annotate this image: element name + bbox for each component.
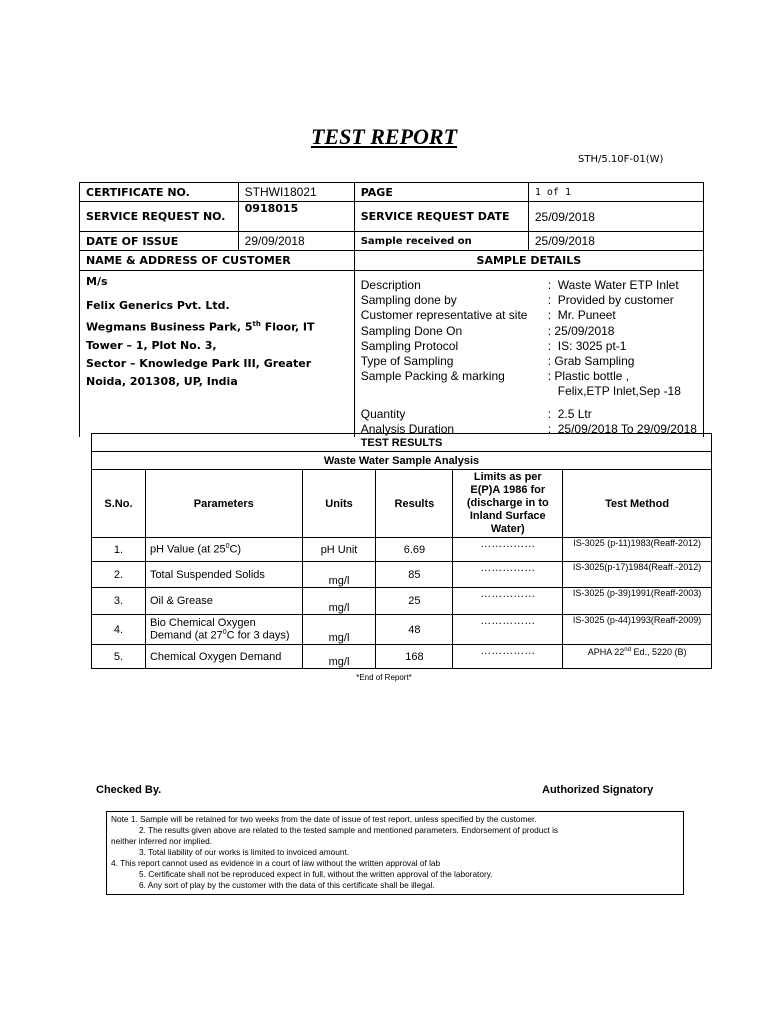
sample-detail-label: Sample Packing & marking bbox=[360, 369, 505, 384]
cell-method: IS-3025 (p-44)1993(Reaff-2009) bbox=[563, 615, 712, 645]
col-header-results: Results bbox=[376, 470, 453, 538]
cell-method: IS-3025 (p-39)1991(Reaff-2003) bbox=[563, 588, 712, 615]
sample-detail-row bbox=[361, 369, 697, 384]
note-6: 6. Any sort of play by the customer with the data of this certificate shall be illegal. bbox=[139, 880, 435, 890]
page-value: 1 of 1 bbox=[528, 183, 703, 202]
cell-limit: …………… bbox=[453, 645, 563, 669]
sample-detail-label: Customer representative at site bbox=[360, 308, 528, 323]
cell-unit: mg/l bbox=[302, 645, 376, 669]
sample-detail-value: : 25/09/2018 To 29/09/2018 bbox=[547, 421, 697, 436]
service-request-date-label: SERVICE REQUEST DATE bbox=[354, 202, 528, 232]
cell-limit: …………… bbox=[453, 615, 563, 645]
checked-by: Checked By. bbox=[96, 784, 162, 796]
cell-method: IS-3025(p-17)1984(Reaff.-2012) bbox=[563, 562, 712, 588]
cell-limit: …………… bbox=[453, 588, 563, 615]
certificate-value: STHWI18021 bbox=[238, 183, 354, 202]
cell-result: 48 bbox=[376, 615, 453, 645]
sample-detail-label: Analysis Duration bbox=[360, 421, 455, 436]
customer-heading: NAME & ADDRESS OF CUSTOMER bbox=[80, 251, 355, 271]
customer-address-line: Sector – Knowledge Park III, Greater bbox=[86, 356, 312, 370]
cell-parameter: Bio Chemical Oxygen Demand (at $27^0C$ for 3 days) bbox=[145, 615, 302, 645]
cell-parameter: Chemical Oxygen Demand bbox=[145, 645, 302, 669]
sample-detail-value: : Provided by customer bbox=[547, 293, 674, 308]
cell-method: IS-3025 (p-11)1983(Reaff-2012) bbox=[563, 538, 712, 562]
sample-detail-label: Sampling done by bbox=[360, 293, 457, 308]
cell-unit: mg/l bbox=[302, 562, 376, 588]
sample-detail-row bbox=[361, 278, 697, 293]
cell-unit: mg/l bbox=[302, 588, 376, 615]
header-table bbox=[79, 182, 704, 437]
sample-details-heading: SAMPLE DETAILS bbox=[354, 251, 703, 271]
sample-detail-label: Quantity bbox=[360, 406, 406, 421]
customer-prefix: M/s bbox=[86, 275, 108, 288]
sample-received-value: 25/09/2018 bbox=[528, 232, 703, 251]
sample-detail-label: Sampling Protocol bbox=[360, 338, 459, 353]
sample-detail-label bbox=[361, 384, 548, 399]
sample-detail-value: : Mr. Puneet bbox=[547, 308, 616, 323]
customer-block bbox=[80, 271, 355, 438]
cell-result: 25 bbox=[376, 588, 453, 615]
page-label: PAGE bbox=[354, 183, 528, 202]
date-of-issue-value: 29/09/2018 bbox=[238, 232, 354, 251]
customer-address-line: Wegmans Business Park, 5th Floor, IT bbox=[86, 320, 315, 334]
sample-detail-row bbox=[361, 354, 697, 369]
col-header-limits: Limits as per E(P)A 1986 for (discharge in to Inland Surface Water) bbox=[453, 470, 563, 538]
table-row bbox=[92, 645, 712, 669]
sample-detail-row bbox=[361, 293, 697, 308]
sample-detail-label: Description bbox=[360, 278, 421, 292]
col-header-units: Units bbox=[302, 470, 376, 538]
sample-details-block bbox=[354, 271, 703, 438]
table-row bbox=[92, 588, 712, 615]
cell-sno: 3. bbox=[92, 588, 146, 615]
cell-parameter: Total Suspended Solids bbox=[145, 562, 302, 588]
note-3: 3. Total liability of our works is limited to invoiced amount. bbox=[139, 847, 350, 857]
sample-detail-row bbox=[361, 339, 697, 354]
note-2: 2. The results given above are related to the tested sample and mentioned parameters. Endorsement of product is bbox=[139, 825, 559, 835]
table-row bbox=[92, 538, 712, 562]
sample-detail-label: Type of Sampling bbox=[360, 354, 454, 369]
sample-detail-row bbox=[361, 407, 697, 422]
col-header-method: Test Method bbox=[563, 470, 712, 538]
certificate-label: CERTIFICATE NO. bbox=[80, 183, 239, 202]
customer-address-line: Tower – 1, Plot No. 3, bbox=[86, 338, 217, 352]
results-body bbox=[92, 538, 712, 669]
cell-sno: 2. bbox=[92, 562, 146, 588]
notes-box bbox=[106, 811, 684, 895]
cell-method: APHA 22nd Ed., 5220 (B) bbox=[563, 645, 712, 669]
sample-detail-value: Felix,ETP Inlet,Sep -18 bbox=[547, 384, 681, 399]
date-of-issue-label: DATE OF ISSUE bbox=[80, 232, 239, 251]
sample-detail-row bbox=[361, 308, 697, 323]
cell-sno: 1. bbox=[92, 538, 146, 562]
sample-received-label: Sample received on bbox=[354, 232, 528, 251]
cell-parameter: pH Value (at $25^0C$) bbox=[145, 538, 302, 562]
sample-detail-value: : Waste Water ETP Inlet bbox=[547, 278, 679, 292]
table-row bbox=[92, 562, 712, 588]
note-2-cont: neither inferred nor implied. bbox=[111, 836, 212, 846]
results-title: TEST RESULTS bbox=[92, 434, 712, 452]
results-table bbox=[91, 433, 712, 669]
cell-sno: 5. bbox=[92, 645, 146, 669]
sample-detail-value: : IS: 3025 pt-1 bbox=[547, 338, 627, 353]
authorized-signatory: Authorized Signatory bbox=[542, 784, 654, 796]
sample-detail-value: : 25/09/2018 bbox=[547, 323, 615, 338]
service-request-value: 0918015 bbox=[238, 202, 354, 232]
cell-parameter: Oil & Grease bbox=[145, 588, 302, 615]
service-request-date-value: 25/09/2018 bbox=[528, 202, 703, 232]
customer-address-line: Noida, 201308, UP, India bbox=[86, 374, 238, 388]
cell-result: 6.69 bbox=[376, 538, 453, 562]
cell-limit: …………… bbox=[453, 562, 563, 588]
sample-detail-value: : Plastic bottle , bbox=[547, 369, 630, 384]
note-1: Note 1. Sample will be retained for two weeks from the date of issue of test report, unless specified by the customer. bbox=[111, 814, 537, 824]
cell-result: 85 bbox=[376, 562, 453, 588]
table-row bbox=[92, 615, 712, 645]
results-subtitle: Waste Water Sample Analysis bbox=[92, 452, 712, 470]
sample-details-list bbox=[361, 278, 697, 437]
sample-detail-value: : 2.5 Ltr bbox=[547, 406, 592, 421]
customer-name: Felix Generics Pvt. Ltd. bbox=[86, 299, 230, 312]
cell-unit: mg/l bbox=[302, 615, 376, 645]
service-request-label: SERVICE REQUEST NO. bbox=[80, 202, 239, 232]
sample-detail-row bbox=[361, 324, 697, 339]
cell-sno: 4. bbox=[92, 615, 146, 645]
sample-detail-label: Sampling Done On bbox=[360, 323, 463, 338]
col-header-parameters: Parameters bbox=[145, 470, 302, 538]
sample-detail-row bbox=[361, 384, 697, 399]
cell-limit: …………… bbox=[453, 538, 563, 562]
document-reference: STH/5.10F-01(W) bbox=[578, 154, 664, 165]
note-5: 5. Certificate shall not be reproduced expect in full, without the written approval of the laboratory. bbox=[139, 869, 493, 879]
end-of-report: *End of Report* bbox=[356, 673, 412, 682]
note-4: 4. This report cannot used as evidence in a court of law without the written approval of lab bbox=[111, 858, 441, 868]
cell-unit: pH Unit bbox=[302, 538, 376, 562]
sample-detail-value: : Grab Sampling bbox=[547, 354, 635, 369]
report-title: TEST REPORT bbox=[310, 124, 458, 149]
cell-result: 168 bbox=[376, 645, 453, 669]
col-header-sno: S.No. bbox=[92, 470, 146, 538]
